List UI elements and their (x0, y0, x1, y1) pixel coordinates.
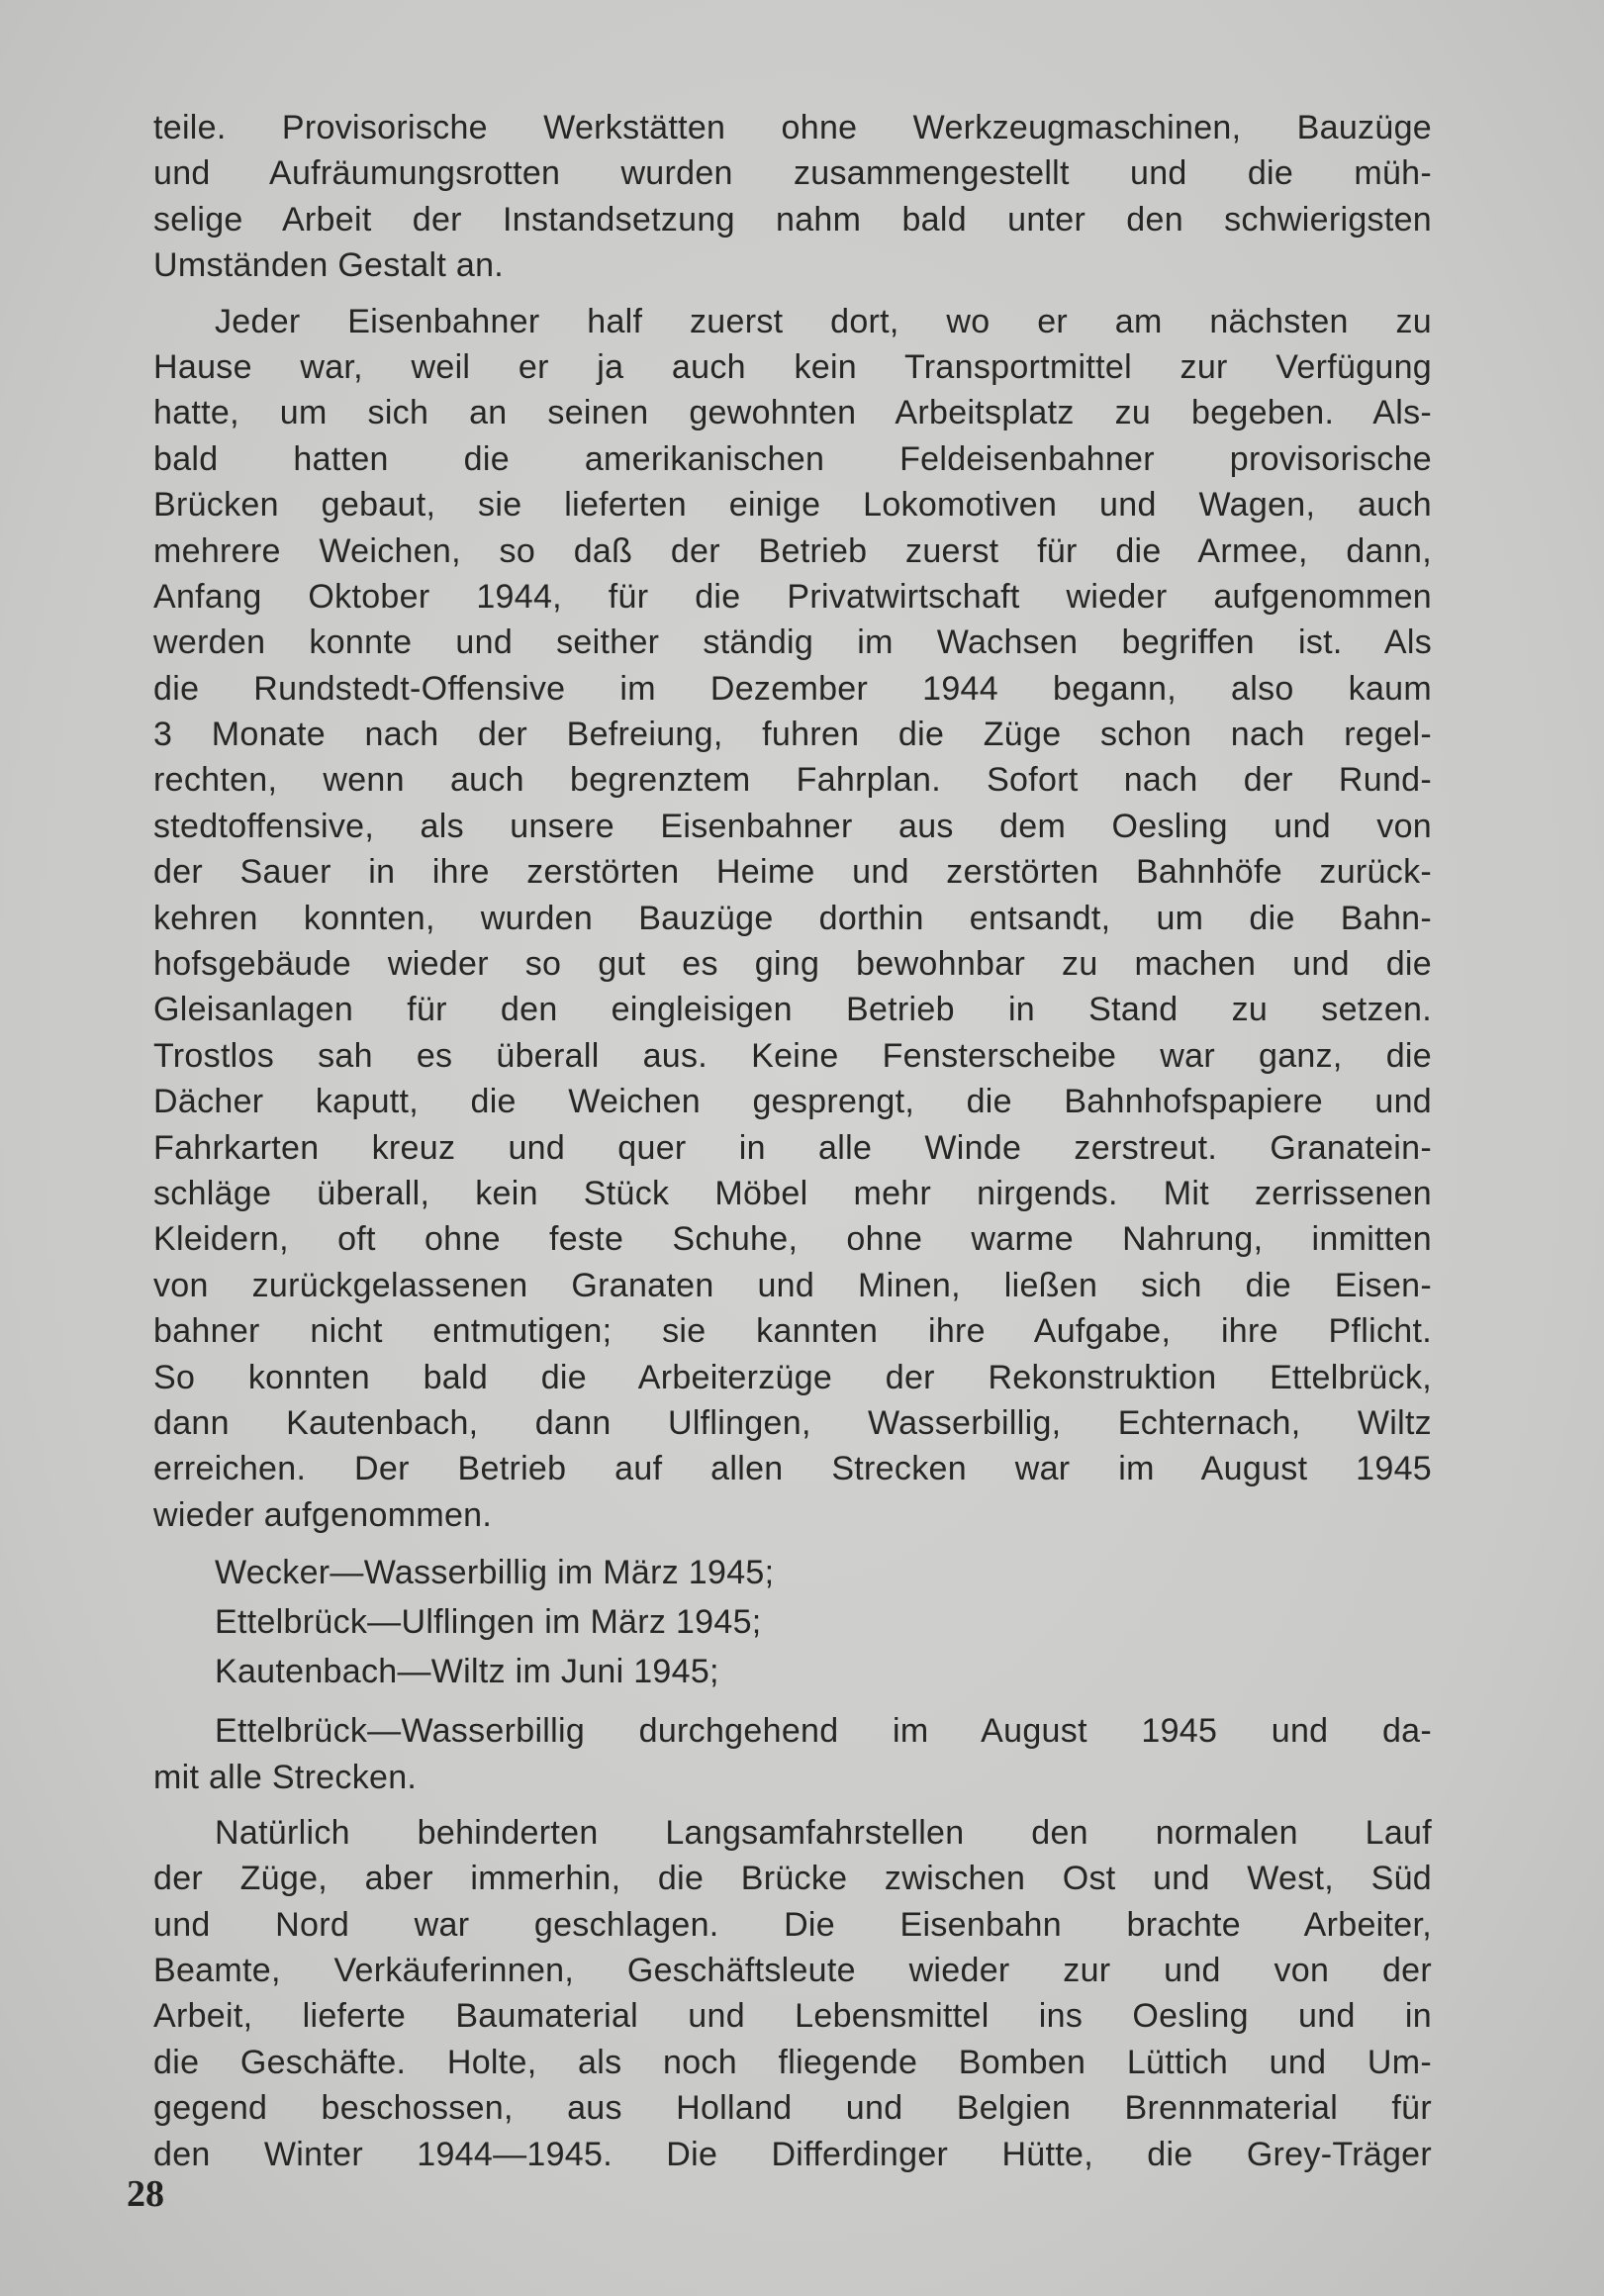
text-line: bald hatten die amerikanischen Feldeisenbahner provisorische (153, 439, 1432, 478)
text-line: Fahrkarten kreuz und quer in alle Winde zerstreut. Granatein- (153, 1128, 1432, 1167)
text-line: die Rundstedt-Offensive im Dezember 1944 begann, also kaum (153, 669, 1432, 708)
text-line: werden konnte und seither ständig im Wachsen begriffen ist. Als (153, 623, 1432, 662)
text-line: und Aufräumungsrotten wurden zusammengestellt und die müh- (153, 154, 1432, 193)
text-line: Gleisanlagen für den eingleisigen Betrieb in Stand zu setzen. (153, 991, 1432, 1029)
text-line: So konnten bald die Arbeiterzüge der Rekonstruktion Ettelbrück, (153, 1358, 1432, 1396)
text-line: wieder aufgenommen. (153, 1495, 493, 1534)
text-line: gegend beschossen, aus Holland und Belgien Brennmaterial für (153, 2089, 1432, 2128)
text-line: der Sauer in ihre zerstörten Heime und zerstörten Bahnhöfe zurück- (153, 853, 1432, 892)
text-line: 3 Monate nach der Befreiung, fuhren die Züge schon nach regel- (153, 716, 1432, 754)
text-line: den Winter 1944—1945. Die Differdinger Hütte, die Grey-Träger (153, 2135, 1432, 2173)
list-item: Kautenbach—Wiltz im Juni 1945; (215, 1653, 719, 1691)
text-line: mehrere Weichen, so daß der Betrieb zuerst für die Armee, dann, (153, 531, 1432, 570)
text-line: Dächer kaputt, die Weichen gesprengt, die Bahnhofspapiere und (153, 1083, 1432, 1121)
route-list (153, 1548, 1432, 1696)
text-line: rechten, wenn auch begrenztem Fahrplan. Sofort nach der Rund- (153, 761, 1432, 800)
text-line: der Züge, aber immerhin, die Brücke zwischen Ost und West, Süd (153, 1860, 1432, 1898)
text-line: Anfang Oktober 1944, für die Privatwirtschaft wieder aufgenommen (153, 577, 1432, 616)
text-line: kehren konnten, wurden Bauzüge dorthin entsandt, um die Bahn- (153, 899, 1432, 937)
text-line: Ettelbrück—Wasserbillig durchgehend im August 1945 und da- (215, 1712, 1432, 1751)
text-line: die Geschäfte. Holte, als noch fliegende Bomben Lüttich und Um- (153, 2043, 1432, 2081)
text-line: schläge überall, kein Stück Möbel mehr nirgends. Mit zerrissenen (153, 1174, 1432, 1212)
text-line: selige Arbeit der Instandsetzung nahm bald unter den schwierigsten (153, 200, 1432, 239)
text-line: hofsgebäude wieder so gut es ging bewohnbar zu machen und die (153, 945, 1432, 984)
paragraph (153, 299, 1432, 1539)
text-line: teile. Provisorische Werkstätten ohne Werkzeugmaschinen, Bauzüge (153, 109, 1432, 146)
paragraph (153, 105, 1432, 289)
paragraph (153, 1810, 1432, 2177)
list-item: Wecker—Wasserbillig im März 1945; (215, 1554, 775, 1592)
text-line: Arbeit, lieferte Baumaterial und Lebensmittel ins Oesling und in (153, 1997, 1432, 2036)
text-line: Brücken gebaut, sie lieferten einige Lokomotiven und Wagen, auch (153, 486, 1432, 525)
text-line: dann Kautenbach, dann Ulflingen, Wasserbillig, Echternach, Wiltz (153, 1403, 1432, 1442)
text-line: Beamte, Verkäuferinnen, Geschäftsleute wieder zur und von der (153, 1952, 1432, 1990)
text-line: Umständen Gestalt an. (153, 246, 505, 285)
text-line: hatte, um sich an seinen gewohnten Arbeitsplatz zu begeben. Als- (153, 394, 1432, 432)
text-line: mit alle Strecken. (153, 1758, 418, 1796)
text-line: erreichen. Der Betrieb auf allen Strecken war im August 1945 (153, 1450, 1432, 1488)
text-line: Kleidern, oft ohne feste Schuhe, ohne warme Nahrung, inmitten (153, 1220, 1432, 1259)
text-line: bahner nicht entmutigen; sie kannten ihre Aufgabe, ihre Pflicht. (153, 1312, 1432, 1351)
paragraph (153, 1708, 1432, 1800)
text-line: Hause war, weil er ja auch kein Transportmittel zur Verfügung (153, 347, 1432, 386)
text-line: und Nord war geschlagen. Die Eisenbahn brachte Arbeiter, (153, 1905, 1432, 1944)
text-line: Trostlos sah es überall aus. Keine Fensterscheibe war ganz, die (153, 1036, 1432, 1075)
page-number: 28 (127, 2173, 164, 2215)
text-line: Jeder Eisenbahner half zuerst dort, wo er am nächsten zu (215, 302, 1432, 340)
list-item: Ettelbrück—Ulflingen im März 1945; (215, 1603, 762, 1642)
body-text (153, 105, 1432, 2187)
text-line: Natürlich behinderten Langsamfahrstellen den normalen Lauf (215, 1813, 1432, 1852)
text-line: von zurückgelassenen Granaten und Minen, ließen sich die Eisen- (153, 1266, 1432, 1304)
text-line: stedtoffensive, als unsere Eisenbahner aus dem Oesling und von (153, 807, 1432, 845)
